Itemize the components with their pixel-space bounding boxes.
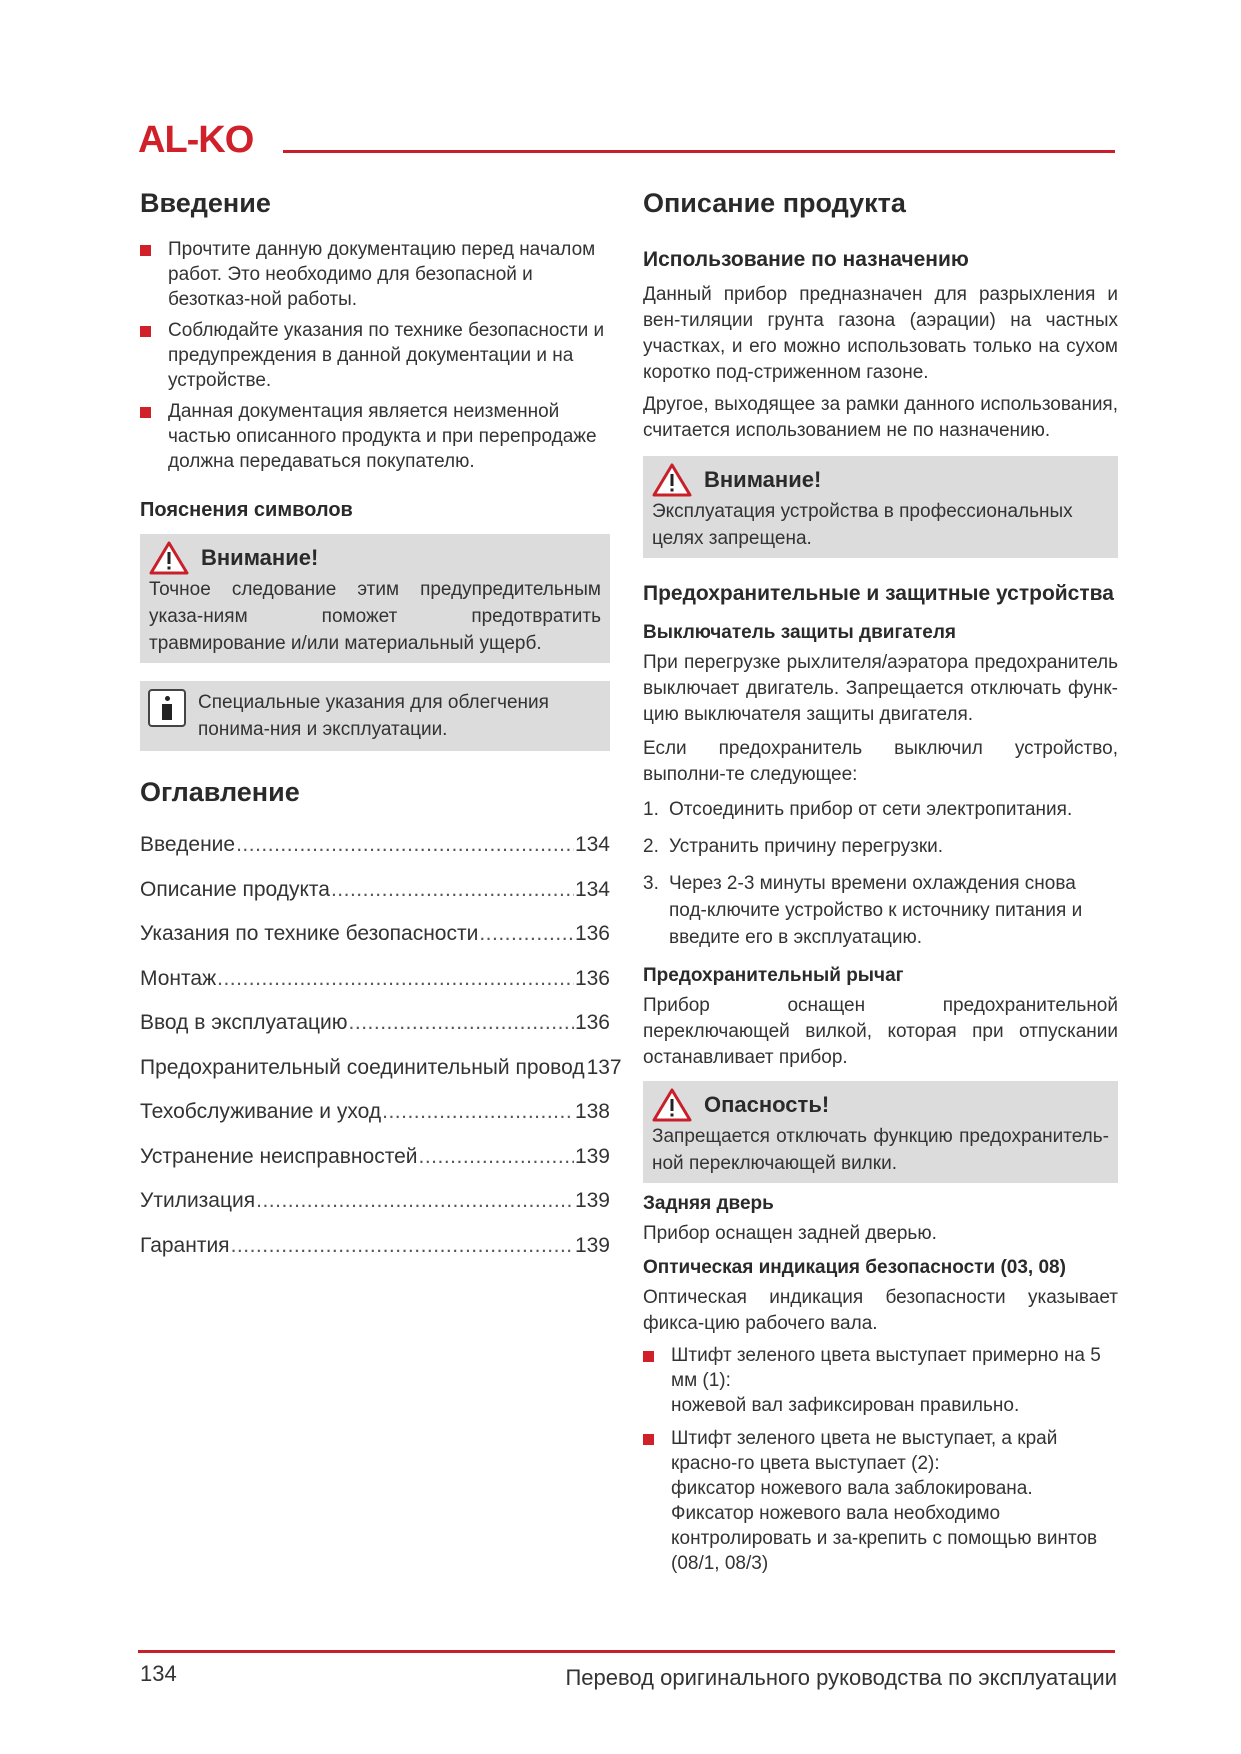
motor-protection-title: Выключатель защиты двигателя bbox=[643, 622, 956, 643]
safety-lever-title: Предохранительный рычаг bbox=[643, 965, 904, 986]
motor-paragraph-1: При перегрузке рыхлителя/аэратора предохранитель выключает двигатель. Запрещается отключать функ-цию выключателя защиты двигателя. bbox=[643, 652, 1118, 725]
warning-triangle-icon bbox=[149, 541, 189, 575]
lever-paragraph: Прибор оснащен предохранительной переключающей вилкой, которая при отпускании останавливает прибор. bbox=[643, 995, 1118, 1068]
list-item: 2. Устранить причину перегрузки. bbox=[643, 836, 944, 857]
list-item: Штифт зеленого цвета не выступает, а край красно-го цвета выступает (2): фиксатор ножевого вала заблокирована. Фиксатор ножевого вала необходимо контролировать и за-крепить с помощью винтов (08/1, 08/3) bbox=[643, 1426, 1118, 1576]
toc-item[interactable]: Монтаж ..... 136 bbox=[140, 965, 610, 1010]
usage-warning-box bbox=[643, 456, 1118, 558]
info-box bbox=[140, 681, 610, 751]
info-icon bbox=[148, 689, 186, 727]
toc-item[interactable]: Техобслуживание и уход ..... 138 bbox=[140, 1098, 610, 1143]
intro-title: Введение bbox=[140, 188, 271, 218]
warning-triangle-icon bbox=[652, 1088, 692, 1122]
usage-title: Использование по назначению bbox=[643, 248, 969, 271]
toc-item[interactable]: Гарантия ..... 139 bbox=[140, 1232, 610, 1277]
bullet-square-icon bbox=[643, 1351, 654, 1362]
motor-steps bbox=[643, 796, 1118, 951]
danger-text: Запрещается отключать функцию предохранитель-ной переключающей вилки. bbox=[652, 1126, 1109, 1174]
toc-item[interactable]: Указания по технике безопасности ..... 136 bbox=[140, 920, 610, 965]
rear-door-title: Задняя дверь bbox=[643, 1193, 774, 1214]
right-column bbox=[643, 186, 1118, 1582]
motor-paragraph-2: Если предохранитель выключил устройство, выполни-те следующее: bbox=[643, 738, 1118, 785]
info-text: Специальные указания для облегчения понима-ния и эксплуатации. bbox=[198, 692, 549, 740]
page-header bbox=[138, 120, 1115, 160]
list-item: Соблюдайте указания по технике безопасности и предупреждения в данной документации и на устройстве. bbox=[140, 318, 610, 393]
usage-paragraph-2: Другое, выходящее за рамки данного использования, считается использованием не по назначению. bbox=[643, 394, 1118, 441]
toc-item[interactable]: Введение ..... 134 bbox=[140, 831, 610, 876]
danger-box bbox=[643, 1081, 1118, 1183]
optical-bullets bbox=[643, 1343, 1118, 1576]
list-item: Прочтите данную документацию перед началом работ. Это необходимо для безопасной и безотказ-ной работы. bbox=[140, 237, 610, 312]
usage-paragraph-1: Данный прибор предназначен для разрыхления и вен-тиляции грунта газона (аэрации) на частных участках, и его можно использовать только на сухом коротко под-стриженном газоне. bbox=[643, 284, 1118, 383]
warning-title: Внимание! bbox=[201, 545, 319, 570]
optical-indicator-title: Оптическая индикация безопасности (03, 08) bbox=[643, 1257, 1066, 1278]
warning-text: Эксплуатация устройства в профессиональных целях запрещена. bbox=[652, 501, 1073, 549]
symbols-title: Пояснения символов bbox=[140, 499, 353, 521]
header-rule bbox=[283, 150, 1115, 153]
warning-title: Внимание! bbox=[704, 467, 822, 492]
warning-triangle-icon bbox=[652, 463, 692, 497]
footer-rule bbox=[138, 1650, 1115, 1653]
bullet-square-icon bbox=[140, 326, 151, 337]
intro-bullets bbox=[140, 237, 610, 474]
safety-title: Предохранительные и защитные устройства bbox=[643, 582, 1114, 605]
footer-caption: Перевод оригинального руководства по эксплуатации bbox=[565, 1665, 1117, 1690]
list-item: 1. Отсоединить прибор от сети электропитания. bbox=[643, 799, 1073, 820]
bullet-square-icon bbox=[643, 1434, 654, 1445]
toc-item[interactable]: Утилизация ..... 139 bbox=[140, 1187, 610, 1232]
toc-title: Оглавление bbox=[140, 777, 300, 807]
warning-box bbox=[140, 534, 610, 663]
product-title: Описание продукта bbox=[643, 188, 906, 218]
list-item: Данная документация является неизменной частью описанного продукта и при перепродаже должна передаваться покупателю. bbox=[140, 399, 610, 474]
brand-logo: AL-KO bbox=[138, 119, 254, 161]
page-number: 134 bbox=[140, 1661, 177, 1686]
toc-item[interactable]: Описание продукта ..... 134 bbox=[140, 876, 610, 921]
bullet-square-icon bbox=[140, 407, 151, 418]
rear-door-paragraph: Прибор оснащен задней дверью. bbox=[643, 1223, 937, 1244]
optical-paragraph: Оптическая индикация безопасности указывает фикса-цию рабочего вала. bbox=[643, 1287, 1118, 1334]
toc-item[interactable]: Устранение неисправностей ..... 139 bbox=[140, 1143, 610, 1188]
danger-title: Опасность! bbox=[704, 1092, 830, 1117]
toc-item[interactable]: Ввод в эксплуатацию ..... 136 bbox=[140, 1009, 610, 1054]
toc-item[interactable]: Предохранительный соединительный провод 137 bbox=[140, 1055, 622, 1079]
bullet-square-icon bbox=[140, 245, 151, 256]
list-item: 3. Через 2-3 минуты времени охлаждения снова под-ключите устройство к источнику питания и введите его в эксплуатацию. bbox=[643, 873, 1083, 948]
warning-text: Точное следование этим предупредительным указа-ниям поможет предотвратить травмирование и/или материальный ущерб. bbox=[149, 579, 601, 654]
left-column bbox=[140, 186, 622, 1276]
list-item: Штифт зеленого цвета выступает примерно на 5 мм (1): ножевой вал зафиксирован правильно. bbox=[643, 1343, 1118, 1418]
table-of-contents bbox=[140, 831, 622, 1276]
